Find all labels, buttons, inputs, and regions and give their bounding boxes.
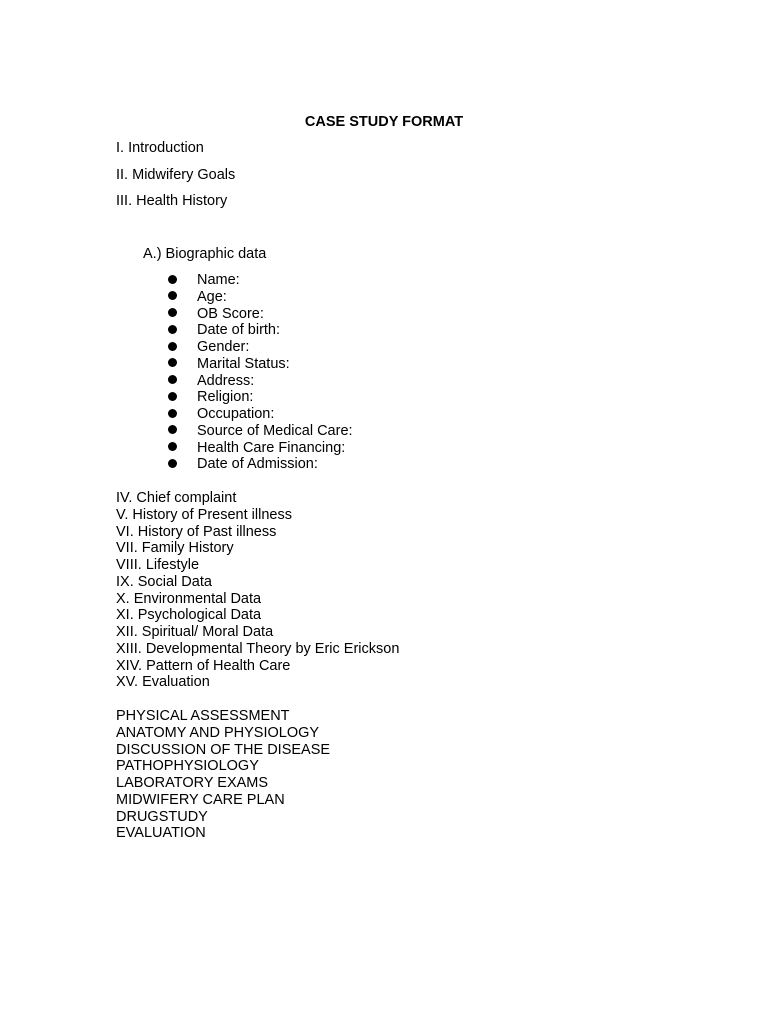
biographic-item-label: Occupation: [197,406,275,422]
biographic-item [168,456,318,473]
final-section-item: ANATOMY AND PHYSIOLOGY [116,724,320,741]
bullet-icon [168,325,177,334]
biographic-item [168,305,264,323]
history-section-item: V. History of Present illness [116,506,292,523]
bullet-icon [168,275,177,284]
history-section-item: IV. Chief complaint [116,490,237,506]
final-section-item: MIDWIFERY CARE PLAN [116,791,285,808]
final-section-item: EVALUATION [116,825,206,842]
final-section-item: PATHOPHYSIOLOGY [116,758,259,775]
bullet-icon [168,342,177,351]
biographic-item-label: Source of Medical Care: [197,422,353,439]
history-section-item: XIV. Pattern of Health Care [116,657,291,674]
biographic-item-label: Gender: [197,339,250,355]
document-title: CASE STUDY FORMAT [304,114,464,130]
final-section-item: LABORATORY EXAMS [116,775,269,791]
history-section-item: X. Environmental Data [116,590,262,607]
biographic-item [168,389,254,406]
biographic-item [168,322,281,339]
biographic-item [168,439,346,457]
biographic-data-list [168,272,353,473]
biographic-item [168,355,290,373]
biographic-item-label: Age: [197,288,227,305]
biographic-item-label: Religion: [197,389,254,406]
final-section-item: PHYSICAL ASSESSMENT [116,708,290,724]
final-section-item: DRUGSTUDY [116,808,208,825]
final-section-item: DISCUSSION OF THE DISEASE [116,741,331,758]
bullet-icon [168,392,177,401]
biographic-item [168,422,353,440]
bullet-icon [168,358,177,367]
biographic-item-label: Health Care Financing: [197,439,346,456]
bullet-icon [168,425,177,434]
bullet-icon [168,291,177,300]
biographic-item-label: Name: [197,272,240,288]
biographic-item-label: Marital Status: [197,355,290,372]
history-section-item: VII. Family History [116,540,234,557]
biographic-item [168,372,255,390]
final-section-list [116,708,330,842]
biographic-item [168,406,275,423]
bullet-icon [168,459,177,468]
history-section-list [116,490,399,691]
biographic-item-label: OB Score: [197,305,264,322]
history-section-item: XIII. Developmental Theory by Eric Erickson [116,640,400,657]
history-section-item: VI. History of Past illness [116,523,277,540]
biographic-item-label: Date of Admission: [197,456,318,473]
history-section-item: XII. Spiritual/ Moral Data [116,624,274,640]
section-health-history: III. Health History [116,193,228,209]
biographic-item-label: Date of birth: [197,322,281,339]
bullet-icon [168,308,177,317]
subsection-biographic-data: A.) Biographic data [143,246,267,262]
section-midwifery-goals: II. Midwifery Goals [116,167,236,183]
biographic-item [168,339,250,356]
bullet-icon [168,409,177,418]
history-section-item: IX. Social Data [116,573,212,590]
biographic-item-label: Address: [197,372,255,389]
history-section-item: VIII. Lifestyle [116,557,200,573]
bullet-icon [168,375,177,384]
bullet-icon [168,442,177,451]
biographic-item [168,272,240,289]
biographic-item [168,288,227,306]
history-section-item: XI. Psychological Data [116,607,262,624]
history-section-item: XV. Evaluation [116,674,210,691]
section-introduction: I. Introduction [116,140,204,156]
